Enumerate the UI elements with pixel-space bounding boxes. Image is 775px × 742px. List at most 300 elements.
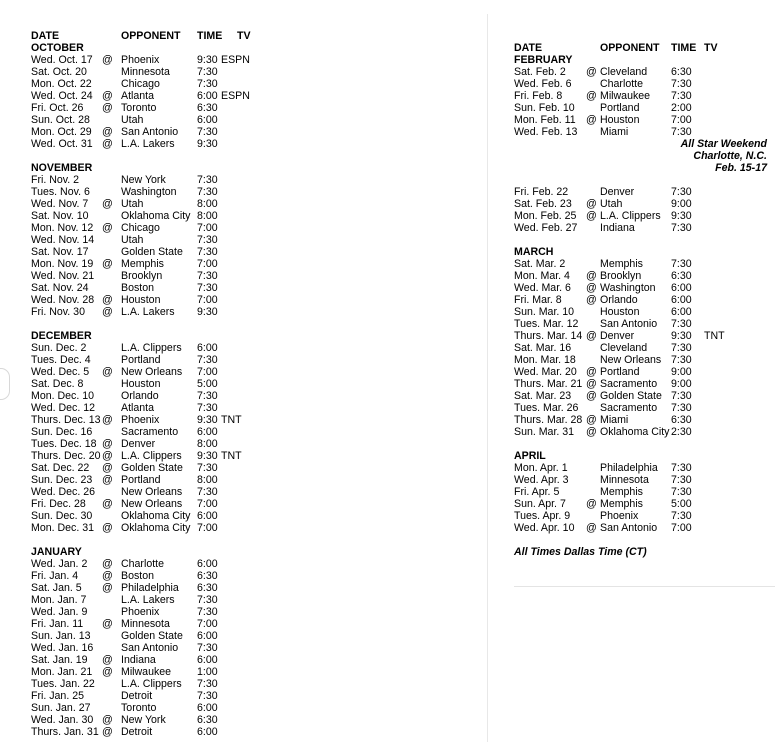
away-marker: @ [586,522,597,534]
header-opponent: OPPONENT [121,30,181,42]
game-date: Wed. Dec. 26 [31,486,95,498]
game-date: Fri. Feb. 22 [514,186,569,198]
game-date: Mon. Feb. 25 [514,210,577,222]
game-date: Fri. Apr. 5 [514,486,560,498]
game-row [514,414,767,426]
game-opponent: L.A. Clippers [121,342,182,354]
game-opponent: L.A. Clippers [121,678,182,690]
game-row [31,306,218,318]
game-time: 6:00 [197,654,218,666]
game-opponent: Washington [600,282,656,294]
game-opponent: Washington [121,186,177,198]
game-row [514,354,767,366]
game-time: 7:00 [197,522,218,534]
game-opponent: Chicago [121,222,160,234]
game-row [31,654,218,666]
away-marker: @ [586,426,597,438]
game-opponent: Milwaukee [121,666,172,678]
game-date: Mon. Mar. 4 [514,270,570,282]
game-time: 9:30 [197,54,218,66]
game-row [31,606,218,618]
game-date: Sun. Mar. 10 [514,306,575,318]
game-time: 6:00 [197,426,218,438]
game-date: Thurs. Mar. 28 [514,414,583,426]
game-date: Mon. Oct. 29 [31,126,92,138]
game-date: Fri. Oct. 26 [31,102,84,114]
game-opponent: Brooklyn [600,270,642,282]
game-row [31,678,218,690]
game-date: Sun. Apr. 7 [514,498,566,510]
game-row [31,222,218,234]
game-date: Tues. Apr. 9 [514,510,571,522]
game-opponent: Memphis [121,258,164,270]
game-opponent: Phoenix [121,606,160,618]
away-marker: @ [102,102,113,114]
game-opponent: Denver [600,186,635,198]
game-row [514,198,767,210]
game-row [31,510,218,522]
game-date: Mon. Dec. 10 [31,390,95,402]
game-date: Sat. Nov. 17 [31,246,89,258]
game-date: Wed. Nov. 28 [31,294,95,306]
game-time: 8:00 [197,210,218,222]
game-time: 7:00 [671,522,692,534]
game-tv: ESPN [221,54,250,66]
game-row [514,270,767,282]
game-date: Wed. Feb. 13 [514,126,578,138]
game-time: 7:30 [197,486,218,498]
game-row [31,234,218,246]
game-row [31,246,218,258]
game-row [514,78,767,90]
game-date: Mon. Apr. 1 [514,462,568,474]
game-row [514,282,767,294]
game-time: 6:30 [671,414,692,426]
game-row [31,594,218,606]
game-date: Mon. Jan. 7 [31,594,87,606]
away-marker: @ [102,126,113,138]
away-marker: @ [586,210,597,222]
game-row [31,474,218,486]
month-heading: OCTOBER [31,42,84,54]
game-date: Mon. Mar. 18 [514,354,576,366]
game-time: 9:00 [671,366,692,378]
timezone-footnote: All Times Dallas Time (CT) [514,546,647,558]
game-date: Wed. Dec. 12 [31,402,95,414]
away-marker: @ [102,258,113,270]
away-marker: @ [102,522,113,534]
game-date: Fri. Jan. 4 [31,570,79,582]
game-date: Sat. Dec. 22 [31,462,90,474]
month-heading: APRIL [514,450,546,462]
game-opponent: Boston [121,570,154,582]
game-opponent: Golden State [121,630,183,642]
column-header-row [31,30,251,42]
game-date: Wed. Mar. 20 [514,366,577,378]
game-row [514,498,767,510]
game-date: Thurs. Jan. 31 [31,726,99,738]
game-time: 7:30 [197,390,218,402]
away-marker: @ [102,438,113,450]
game-date: Sun. Dec. 23 [31,474,93,486]
away-marker: @ [102,138,113,150]
game-time: 7:30 [197,186,218,198]
month-heading: FEBRUARY [514,54,573,66]
game-date: Sat. Oct. 20 [31,66,87,78]
header-tv: TV [237,30,251,42]
game-time: 6:00 [197,114,218,126]
header-time: TIME [197,30,223,42]
away-marker: @ [586,114,597,126]
game-date: Thurs. Dec. 20 [31,450,101,462]
game-opponent: Miami [600,126,629,138]
game-time: 5:00 [671,498,692,510]
game-time: 6:00 [197,558,218,570]
game-opponent: Brooklyn [121,270,163,282]
game-row [514,378,767,390]
game-time: 6:00 [671,294,692,306]
game-time: 9:30 [197,450,218,462]
game-opponent: L.A. Lakers [121,138,175,150]
header-date: DATE [31,30,60,42]
game-row [31,102,218,114]
game-opponent: Indiana [121,654,156,666]
game-row [31,726,218,738]
game-row [31,78,218,90]
game-time: 7:00 [197,258,218,270]
game-date: Fri. Jan. 11 [31,618,84,630]
game-date: Thurs. Mar. 21 [514,378,583,390]
game-time: 9:30 [671,330,692,342]
game-date: Sat. Jan. 19 [31,654,88,666]
game-date: Fri. Jan. 25 [31,690,84,702]
game-row [31,66,218,78]
game-time: 7:30 [197,234,218,246]
game-date: Mon. Jan. 21 [31,666,93,678]
game-opponent: Oklahoma City [121,210,191,222]
game-row [31,690,218,702]
game-time: 7:30 [197,66,218,78]
all-star-line: Feb. 15-17 [715,162,767,174]
game-time: 8:00 [197,474,218,486]
game-row [31,294,218,306]
game-row [31,378,218,390]
game-date: Wed. Apr. 3 [514,474,569,486]
game-time: 7:30 [197,282,218,294]
all-star-line: All Star Weekend [680,138,767,150]
game-date: Sat. Feb. 2 [514,66,566,78]
game-time: 7:30 [671,354,692,366]
game-opponent: San Antonio [600,318,658,330]
page-break-line [514,586,775,587]
game-opponent: L.A. Clippers [600,210,661,222]
game-date: Sun. Dec. 30 [31,510,93,522]
game-opponent: Utah [600,198,623,210]
game-row [31,438,218,450]
game-row [31,270,218,282]
game-row [31,126,218,138]
away-marker: @ [586,378,597,390]
game-row [514,366,767,378]
game-time: 6:00 [671,306,692,318]
game-row [514,342,767,354]
away-marker: @ [586,330,597,342]
game-time: 7:00 [197,222,218,234]
game-time: 9:30 [197,306,218,318]
game-time: 7:30 [671,78,692,90]
game-time: 5:00 [197,378,218,390]
month-heading: NOVEMBER [31,162,93,174]
game-time: 8:00 [197,438,218,450]
game-row [514,318,767,330]
game-date: Thurs. Mar. 14 [514,330,583,342]
game-tv: TNT [221,450,242,462]
away-marker: @ [102,414,113,426]
game-opponent: Cleveland [600,66,648,78]
game-date: Wed. Jan. 30 [31,714,94,726]
away-marker: @ [586,294,597,306]
game-opponent: Sacramento [121,426,179,438]
game-date: Wed. Oct. 17 [31,54,93,66]
game-row [31,342,218,354]
game-date: Fri. Mar. 8 [514,294,562,306]
game-time: 7:30 [197,594,218,606]
game-date: Wed. Jan. 2 [31,558,88,570]
game-time: 7:30 [197,246,218,258]
header-tv: TV [704,42,718,54]
game-time: 6:00 [197,630,218,642]
all-star-note [514,138,767,174]
game-date: Tues. Dec. 4 [31,354,91,366]
game-time: 7:30 [671,258,692,270]
game-row [514,330,767,342]
away-marker: @ [102,462,113,474]
game-time: 7:30 [671,402,692,414]
game-time: 6:00 [197,342,218,354]
game-opponent: Minnesota [121,618,170,630]
away-marker: @ [586,414,597,426]
game-row [514,210,767,222]
away-marker: @ [102,294,113,306]
game-date: Sun. Oct. 28 [31,114,90,126]
game-time: 7:30 [671,462,692,474]
game-date: Mon. Feb. 11 [514,114,576,126]
game-opponent: Minnesota [121,66,170,78]
game-time: 7:30 [671,474,692,486]
away-marker: @ [102,618,113,630]
game-date: Fri. Feb. 8 [514,90,563,102]
game-date: Wed. Nov. 14 [31,234,95,246]
game-row [514,222,767,234]
game-opponent: Oklahoma City [600,426,670,438]
month-heading: MARCH [514,246,554,258]
game-row [514,462,767,474]
away-marker: @ [586,366,597,378]
game-opponent: Houston [121,378,161,390]
game-opponent: Miami [600,414,629,426]
game-date: Sun. Jan. 13 [31,630,91,642]
game-row [31,114,218,126]
game-tv: TNT [221,414,242,426]
game-time: 7:00 [197,618,218,630]
away-marker: @ [102,726,113,738]
game-time: 7:30 [671,126,692,138]
game-opponent: Sacramento [600,378,658,390]
game-row [514,258,767,270]
game-time: 7:30 [197,462,218,474]
game-opponent: Phoenix [121,414,160,426]
game-opponent: San Antonio [600,522,658,534]
game-opponent: Phoenix [600,510,639,522]
game-time: 7:30 [197,690,218,702]
game-opponent: L.A. Clippers [121,450,182,462]
game-opponent: Toronto [121,702,157,714]
game-row [514,474,767,486]
game-opponent: Indiana [600,222,635,234]
game-row [31,582,218,594]
game-opponent: Charlotte [600,78,643,90]
game-opponent: Golden State [121,246,183,258]
game-opponent: Orlando [600,294,638,306]
game-opponent: Denver [600,330,635,342]
away-marker: @ [586,198,597,210]
all-star-line: Charlotte, N.C. [693,150,767,162]
schedule-column-left [31,30,251,738]
game-time: 7:30 [671,186,692,198]
game-opponent: Atlanta [121,402,154,414]
game-row [31,498,218,510]
game-time: 9:30 [197,414,218,426]
away-marker: @ [102,306,113,318]
game-opponent: Detroit [121,726,153,738]
header-opponent: OPPONENT [600,42,660,54]
game-time: 6:30 [197,714,218,726]
away-marker: @ [102,474,113,486]
game-opponent: Chicago [121,78,160,90]
game-time: 7:30 [671,390,692,402]
game-time: 7:00 [197,366,218,378]
column-divider [487,14,488,742]
game-row [31,630,218,642]
away-marker: @ [102,498,113,510]
away-marker: @ [102,222,113,234]
game-time: 9:00 [671,198,692,210]
game-row [31,390,218,402]
game-opponent: Boston [121,282,154,294]
game-row [514,390,767,402]
game-date: Tues. Dec. 18 [31,438,97,450]
game-opponent: Houston [600,306,640,318]
game-time: 2:00 [671,102,692,114]
game-opponent: Toronto [121,102,157,114]
game-date: Mon. Nov. 12 [31,222,94,234]
game-opponent: Phoenix [121,54,160,66]
game-date: Wed. Apr. 10 [514,522,575,534]
game-row [514,426,767,438]
game-date: Mon. Nov. 19 [31,258,94,270]
game-opponent: Milwaukee [600,90,651,102]
game-time: 9:00 [671,378,692,390]
game-row [31,450,242,462]
away-marker: @ [102,654,113,666]
game-time: 7:30 [197,78,218,90]
game-opponent: Golden State [600,390,662,402]
game-date: Sat. Mar. 2 [514,258,566,270]
game-date: Sat. Nov. 24 [31,282,89,294]
game-time: 7:30 [197,606,218,618]
game-row [31,366,218,378]
game-date: Sat. Nov. 10 [31,210,89,222]
game-date: Wed. Jan. 16 [31,642,94,654]
game-opponent: Minnesota [600,474,649,486]
game-row [31,258,218,270]
game-date: Wed. Nov. 21 [31,270,95,282]
game-date: Sun. Jan. 27 [31,702,91,714]
game-opponent: Denver [121,438,156,450]
game-opponent: Sacramento [600,402,658,414]
game-time: 7:30 [671,90,692,102]
game-date: Tues. Jan. 22 [31,678,95,690]
game-date: Sun. Dec. 2 [31,342,87,354]
game-time: 7:30 [671,486,692,498]
game-opponent: San Antonio [121,642,179,654]
game-date: Sat. Dec. 8 [31,378,84,390]
away-marker: @ [586,390,597,402]
game-opponent: Charlotte [121,558,164,570]
away-marker: @ [102,558,113,570]
game-time: 6:30 [197,570,218,582]
game-row [31,618,218,630]
game-opponent: Memphis [600,486,643,498]
game-time: 7:00 [197,498,218,510]
game-row [31,90,250,102]
game-opponent: Utah [121,114,144,126]
game-date: Sun. Mar. 31 [514,426,575,438]
game-date: Sat. Mar. 16 [514,342,572,354]
game-date: Mon. Oct. 22 [31,78,92,90]
scroll-handle[interactable] [0,368,10,400]
away-marker: @ [102,666,113,678]
game-time: 7:30 [197,402,218,414]
away-marker: @ [586,282,597,294]
game-row [31,354,218,366]
game-row [514,294,767,306]
game-opponent: New York [121,174,166,186]
game-opponent: Oklahoma City [121,510,191,522]
game-time: 7:30 [197,678,218,690]
game-opponent: Portland [121,474,161,486]
game-time: 8:00 [197,198,218,210]
game-row [514,114,767,126]
game-date: Thurs. Dec. 13 [31,414,101,426]
game-row [514,102,767,114]
game-date: Tues. Nov. 6 [31,186,90,198]
game-row [31,426,218,438]
game-time: 6:30 [197,582,218,594]
game-row [514,90,767,102]
header-date: DATE [514,42,543,54]
game-opponent: Golden State [121,462,183,474]
away-marker: @ [102,366,113,378]
game-row [31,558,218,570]
game-row [514,402,767,414]
game-date: Mon. Dec. 31 [31,522,95,534]
game-row [31,486,218,498]
game-time: 7:30 [671,318,692,330]
game-date: Wed. Dec. 5 [31,366,90,378]
game-tv: TNT [704,330,725,342]
game-opponent: Atlanta [121,90,154,102]
